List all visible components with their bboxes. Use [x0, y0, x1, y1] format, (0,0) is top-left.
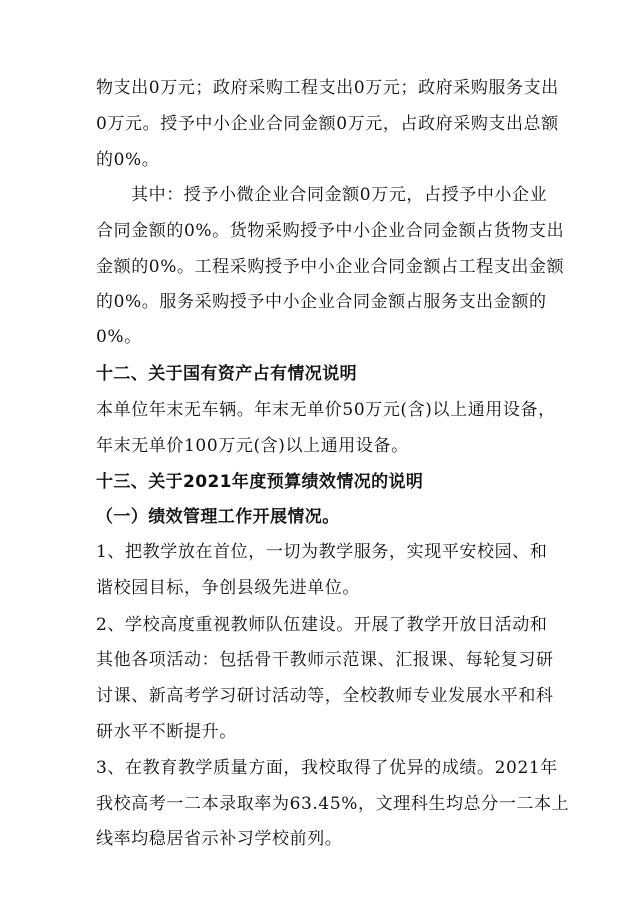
subsection-heading: （一）绩效管理工作开展情况。 — [96, 507, 340, 527]
paragraph-line: 1、把教学放在首位，一切为教学服务，实现平安校园、和 — [96, 542, 548, 562]
paragraph-line: 0%。 — [96, 327, 142, 347]
paragraph-line: 讨课、新高考学习研讨活动等，全校教师专业发展水平和科 — [96, 686, 554, 706]
paragraph-line: 的0%。服务采购授予中小企业合同金额占服务支出金额的 — [96, 292, 547, 312]
paragraph-line: 0万元。授予中小企业合同金额0万元，占政府采购支出总额 — [96, 114, 559, 134]
paragraph-line: 金额的0%。工程采购授予中小企业合同金额占工程支出金额 — [96, 257, 565, 277]
section-heading: 十二、关于国有资产占有情况说明 — [96, 364, 357, 384]
paragraph-line: 物支出0万元；政府采购工程支出0万元；政府采购服务支出 — [96, 78, 559, 98]
paragraph-line: 合同金额的0%。货物采购授予中小企业合同金额占货物支出 — [96, 221, 565, 241]
paragraph-line: 其中：授予小微企业合同金额0万元，占授予中小企业 — [131, 185, 548, 205]
paragraph-line: 3、在教育教学质量方面，我校取得了优异的成绩。2021年 — [96, 758, 558, 778]
section-heading: 十三、关于2021年度预算绩效情况的说明 — [96, 472, 424, 492]
paragraph-line: 年末无单价100万元(含)以上通用设备。 — [96, 436, 409, 456]
paragraph-line: 的0%。 — [96, 150, 160, 170]
paragraph-line: 谐校园目标，争创县级先进单位。 — [96, 578, 360, 598]
paragraph-line: 其他各项活动：包括骨干教师示范课、汇报课、每轮复习研 — [96, 650, 554, 670]
paragraph-line: 线率均稳居省示补习学校前列。 — [96, 829, 343, 849]
paragraph-line: 研水平不断提升。 — [96, 722, 237, 742]
paragraph-line: 本单位年末无车辆。年末无单价50万元(含)以上通用设备， — [96, 400, 556, 420]
paragraph-line: 2、学校高度重视教师队伍建设。开展了教学开放日活动和 — [96, 615, 548, 635]
paragraph-line: 我校高考一二本录取率为63.45%，文理科生均总分一二本上 — [96, 794, 570, 814]
